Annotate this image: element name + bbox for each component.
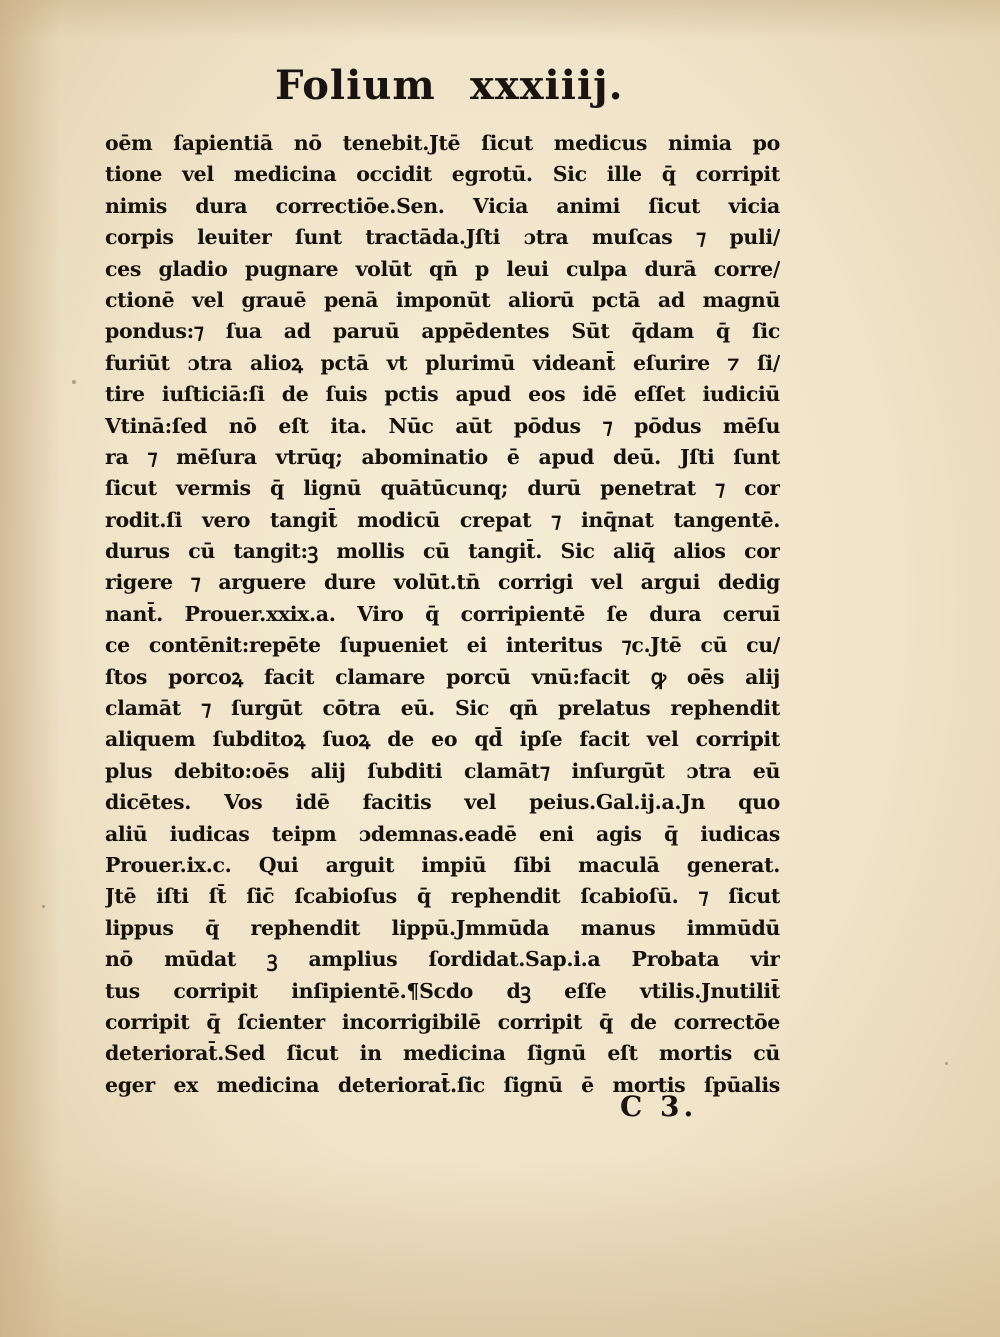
text-line: tus corripit inſipientē.¶Scdo dꝫ eſſe vtilis.Jnutilit̄ <box>105 978 780 1003</box>
text-line: ſtos porcoꝝ facit clamare porcū vnū:facit ꝙ oēs alij <box>105 664 780 689</box>
text-line: eger ex medicina deteriorat̄.ſic ſignū ē mortis ſpūalis <box>105 1072 780 1097</box>
text-line: aliū iudicas teipm ɔdemnas.eadē eni agis q̄ iudicas <box>105 821 780 846</box>
text-line: nimis dura correctiōe.Sen. Vicia animi ſicut vicia <box>105 193 780 218</box>
text-line: tione vel medicina occidit egrotū. Sic ille q̄ corripit <box>105 162 780 187</box>
text-line: tire iuſticiā:ſi de ſuis pctis apud eos idē eſſet iudiciū <box>105 382 780 407</box>
text-line: corpis leuiter ſunt tractāda.Jſti ɔtra muſcas ⁊ puli/ <box>105 225 780 250</box>
body-text <box>105 128 780 1101</box>
text-line: ra ⁊ mēſura vtrūq; abominatio ē apud deū. Jſti ſunt <box>105 444 780 469</box>
page-top-shadow <box>0 0 1000 40</box>
text-line: ctionē vel grauē penā imponūt aliorū pctā ad magnū <box>105 287 780 312</box>
folio-number: xxxiiij. <box>470 62 624 109</box>
text-line: deteriorat̄.Sed ſicut in medicina ſignū eſt mortis cū <box>105 1041 780 1066</box>
text-line: furiūt ɔtra alioꝝ pctā vt plurimū videant̄ eſurire ⁊ ſi/ <box>105 350 780 375</box>
paper-speck <box>42 905 45 908</box>
text-line: dicētes. Vos idē facitis vel peius.Gal.ij.a.Jn quo <box>105 790 780 815</box>
running-header <box>275 52 635 116</box>
page-left-shadow <box>0 0 60 1337</box>
text-line: lippus q̄ rephendit lippū.Jmmūda manus immūdū <box>105 915 780 940</box>
text-line: pondus:⁊ ſua ad paruū appēdentes Sūt q̄dam q̄ ſic <box>105 319 780 344</box>
text-line: Prouer.ix.c. Qui arguit impiū ſibi maculā generat. <box>105 852 780 877</box>
text-line: rodit.ſi vero tangit̄ modicū crepat ⁊ inq̄nat tangentē. <box>105 507 780 532</box>
paper-speck <box>72 380 76 384</box>
text-line: nō mūdat ꝫ amplius ſordidat.Sap.i.a Probata vir <box>105 947 780 972</box>
text-line: ce contēnit:repēte ſupueniet ei interitus ⁊c.Jtē cū cu/ <box>105 633 780 658</box>
page-bottom-shadow <box>0 1157 1000 1337</box>
folium-label: Folium <box>275 62 436 109</box>
text-line: corripit q̄ ſcienter incorrigibilē corripit q̄ de correctōe <box>105 1009 780 1034</box>
text-line: rigere ⁊ arguere dure volūt.tn̄ corrigi vel argui dedig <box>105 570 780 595</box>
text-line: ces gladio pugnare volūt qn̄ p leui culpa durā corre/ <box>105 256 780 281</box>
text-line: oēm ſapientiā nō tenebit.Jtē ſicut medicus nimia po <box>105 131 780 155</box>
text-line: ſicut vermis q̄ lignū quātūcunq; durū penetrat ⁊ cor <box>105 476 780 501</box>
signature-mark: C 3. <box>620 1090 698 1123</box>
text-line: nant̄. Prouer.xxix.a. Viro q̄ corripientē ſe dura ceruī <box>105 601 780 626</box>
text-line: aliquem ſubditoꝝ ſuoꝝ de eo qd̄ ipſe facit vel corripit <box>105 727 780 752</box>
text-line: plus debito:oēs alij ſubditi clamāt⁊ inſurgūt ɔtra eū <box>105 758 780 783</box>
text-line: Vtinā:ſed nō eſt ita. Nūc aūt pōdus ⁊ pōdus mēſu <box>105 413 780 438</box>
text-line: Jtē iſti ſt̄ ſic̄ ſcabioſus q̄ rephendit ſcabioſū. ⁊ ſicut <box>105 884 780 909</box>
paper-speck <box>945 1062 948 1065</box>
text-line: durus cū tangit:ꝫ mollis cū tangit̄. Sic aliq̄ alios cor <box>105 539 780 564</box>
text-line: clamāt ⁊ ſurgūt cōtra eū. Sic qn̄ prelatus rephendit <box>105 696 780 721</box>
